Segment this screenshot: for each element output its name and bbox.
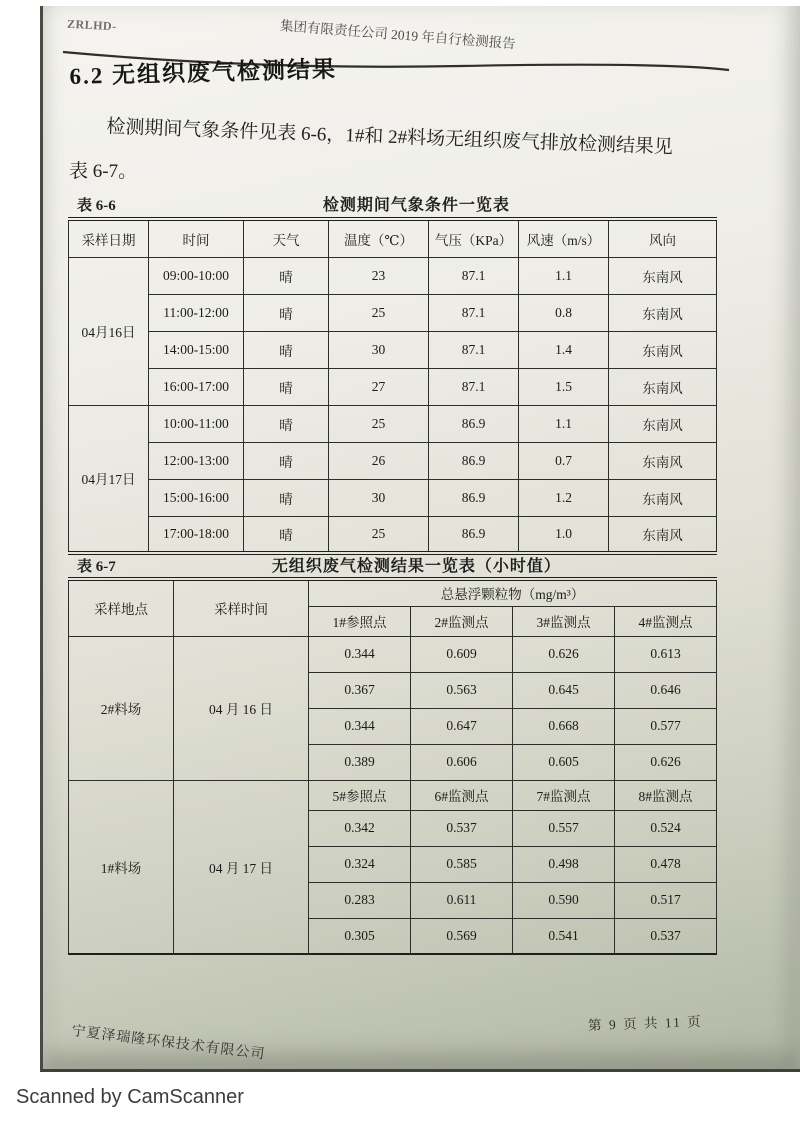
tsp-value-cell: 0.606: [411, 744, 513, 780]
table67-caption: [69, 553, 717, 576]
weather-row: [69, 294, 717, 331]
tsp-value-cell: 0.342: [309, 810, 411, 846]
point-col-header: 5#参照点: [309, 780, 411, 810]
tsp-value-cell: 0.585: [411, 846, 513, 882]
weather-cell: 晴: [244, 405, 329, 442]
sampling-site-cell: 2#料场: [69, 636, 174, 780]
weather-cell: 1.0: [519, 516, 609, 553]
point-col-header: 7#监测点: [513, 780, 615, 810]
tsp-value-cell: 0.557: [513, 810, 615, 846]
tsp-value-cell: 0.517: [615, 882, 717, 918]
point-col-header: 8#监测点: [615, 780, 717, 810]
weather-cell: 87.1: [429, 294, 519, 331]
emission-results-table: [68, 577, 717, 955]
weather-cell: 东南风: [609, 368, 717, 405]
weather-cell: 25: [329, 516, 429, 553]
weather-cell: 晴: [244, 442, 329, 479]
weather-cell: 12:00-13:00: [149, 442, 244, 479]
weather-cell: 晴: [244, 257, 329, 294]
tsp-value-cell: 0.590: [513, 882, 615, 918]
weather-row: [69, 442, 717, 479]
tsp-value-cell: 0.613: [615, 636, 717, 672]
table67-label: 表 6-7: [77, 559, 116, 575]
weather-cell: 晴: [244, 331, 329, 368]
weather-cell: 86.9: [429, 516, 519, 553]
tsp-value-cell: 0.605: [513, 744, 615, 780]
weather-cell: 09:00-10:00: [149, 257, 244, 294]
weather-row: [69, 368, 717, 405]
weather-header-row: [69, 219, 717, 257]
tsp-value-cell: 0.537: [411, 810, 513, 846]
tsp-value-cell: 0.626: [513, 636, 615, 672]
header-report-title: 集团有限责任公司 2019 年自行检测报告: [279, 17, 517, 52]
tsp-value-cell: 0.609: [411, 636, 513, 672]
weather-row: [69, 257, 717, 294]
tsp-value-cell: 0.647: [411, 708, 513, 744]
doc-code: ZRLHD-: [66, 16, 118, 34]
weather-cell: 0.8: [519, 294, 609, 331]
sampling-time-cell: 04 月 16 日: [174, 636, 309, 780]
results-points-header-row: [69, 780, 717, 810]
weather-cell: 11:00-12:00: [149, 294, 244, 331]
weather-cell: 东南风: [609, 405, 717, 442]
weather-cell: 87.1: [429, 331, 519, 368]
weather-cell: 14:00-15:00: [149, 331, 244, 368]
point-col-header: 4#监测点: [615, 606, 717, 636]
weather-cell: 16:00-17:00: [149, 368, 244, 405]
weather-col-header: 时间: [149, 219, 244, 257]
time-col-header: 采样时间: [174, 579, 309, 636]
tsp-span-header: 总悬浮颗粒物（mg/m³）: [309, 579, 717, 606]
weather-cell: 30: [329, 479, 429, 516]
tsp-value-cell: 0.668: [513, 708, 615, 744]
tsp-value-cell: 0.645: [513, 672, 615, 708]
tsp-value-cell: 0.344: [309, 708, 411, 744]
point-col-header: 2#监测点: [411, 606, 513, 636]
table67-title: 无组织废气检测结果一览表（小时值）: [271, 558, 561, 575]
results-header-row: [69, 579, 717, 606]
sampling-date-cell: 04月16日: [69, 257, 149, 405]
weather-cell: 25: [329, 405, 429, 442]
tsp-value-cell: 0.478: [615, 846, 717, 882]
weather-cell: 10:00-11:00: [149, 405, 244, 442]
tsp-value-cell: 0.611: [411, 882, 513, 918]
weather-cell: 30: [329, 331, 429, 368]
weather-cell: 晴: [244, 368, 329, 405]
weather-cell: 27: [329, 368, 429, 405]
weather-conditions-table: [68, 217, 717, 555]
weather-cell: 1.2: [519, 479, 609, 516]
weather-cell: 东南风: [609, 479, 717, 516]
weather-cell: 东南风: [609, 516, 717, 553]
sampling-time-cell: 04 月 17 日: [174, 780, 309, 954]
table66-title: 检测期间气象条件一览表: [322, 197, 510, 214]
weather-col-header: 气压（KPa）: [429, 219, 519, 257]
weather-cell: 晴: [244, 479, 329, 516]
weather-cell: 86.9: [429, 479, 519, 516]
weather-cell: 1.5: [519, 368, 609, 405]
weather-col-header: 温度（℃）: [329, 219, 429, 257]
tsp-value-cell: 0.524: [615, 810, 717, 846]
weather-col-header: 天气: [244, 219, 329, 257]
weather-cell: 26: [329, 442, 429, 479]
tsp-value-cell: 0.324: [309, 846, 411, 882]
point-col-header: 3#监测点: [513, 606, 615, 636]
weather-cell: 87.1: [429, 368, 519, 405]
camscanner-strip: [0, 1072, 800, 1132]
weather-cell: 1.1: [519, 405, 609, 442]
tsp-value-cell: 0.577: [615, 708, 717, 744]
tsp-value-cell: 0.344: [309, 636, 411, 672]
weather-row: [69, 331, 717, 368]
tsp-value-cell: 0.563: [411, 672, 513, 708]
tsp-value-cell: 0.626: [615, 744, 717, 780]
sampling-date-cell: 04月17日: [69, 405, 149, 553]
paragraph-line-1: 检测期间气象条件见表 6-6，1#和 2#料场无组织废气排放检测结果见: [106, 116, 674, 159]
tsp-value-cell: 0.305: [309, 918, 411, 954]
scanned-paper: [40, 6, 800, 1072]
tsp-value-cell: 0.367: [309, 672, 411, 708]
sampling-site-cell: 1#料场: [69, 780, 174, 954]
weather-cell: 东南风: [609, 442, 717, 479]
weather-row: [69, 479, 717, 516]
point-col-header: 1#参照点: [309, 606, 411, 636]
weather-cell: 晴: [244, 294, 329, 331]
weather-row: [69, 405, 717, 442]
weather-cell: 东南风: [609, 331, 717, 368]
weather-cell: 17:00-18:00: [149, 516, 244, 553]
weather-cell: 15:00-16:00: [149, 479, 244, 516]
weather-cell: 86.9: [429, 442, 519, 479]
table66-caption: [69, 192, 717, 215]
weather-cell: 87.1: [429, 257, 519, 294]
section-title: 6.2 无组织废气检测结果: [69, 56, 338, 89]
weather-col-header: 采样日期: [69, 219, 149, 257]
weather-cell: 晴: [244, 516, 329, 553]
paragraph-line-2: 表 6-7。: [69, 161, 138, 182]
weather-row: [69, 516, 717, 553]
tsp-value-cell: 0.283: [309, 882, 411, 918]
weather-cell: 23: [329, 257, 429, 294]
table66-label: 表 6-6: [77, 198, 116, 214]
tsp-value-cell: 0.537: [615, 918, 717, 954]
tsp-value-cell: 0.646: [615, 672, 717, 708]
weather-cell: 86.9: [429, 405, 519, 442]
tsp-value-cell: 0.498: [513, 846, 615, 882]
results-row: [69, 636, 717, 672]
tsp-value-cell: 0.541: [513, 918, 615, 954]
footer-company: 宁夏泽瑞隆环保技术有限公司: [70, 1023, 267, 1063]
tsp-value-cell: 0.569: [411, 918, 513, 954]
weather-cell: 东南风: [609, 257, 717, 294]
point-col-header: 6#监测点: [411, 780, 513, 810]
site-col-header: 采样地点: [69, 579, 174, 636]
weather-cell: 1.1: [519, 257, 609, 294]
weather-col-header: 风向: [609, 219, 717, 257]
weather-cell: 0.7: [519, 442, 609, 479]
tsp-value-cell: 0.389: [309, 744, 411, 780]
weather-cell: 东南风: [609, 294, 717, 331]
weather-cell: 25: [329, 294, 429, 331]
camscanner-label: Scanned by CamScanner: [16, 1086, 244, 1108]
page-number: 第 9 页 共 11 页: [587, 1014, 703, 1033]
weather-cell: 1.4: [519, 331, 609, 368]
weather-col-header: 风速（m/s）: [519, 219, 609, 257]
